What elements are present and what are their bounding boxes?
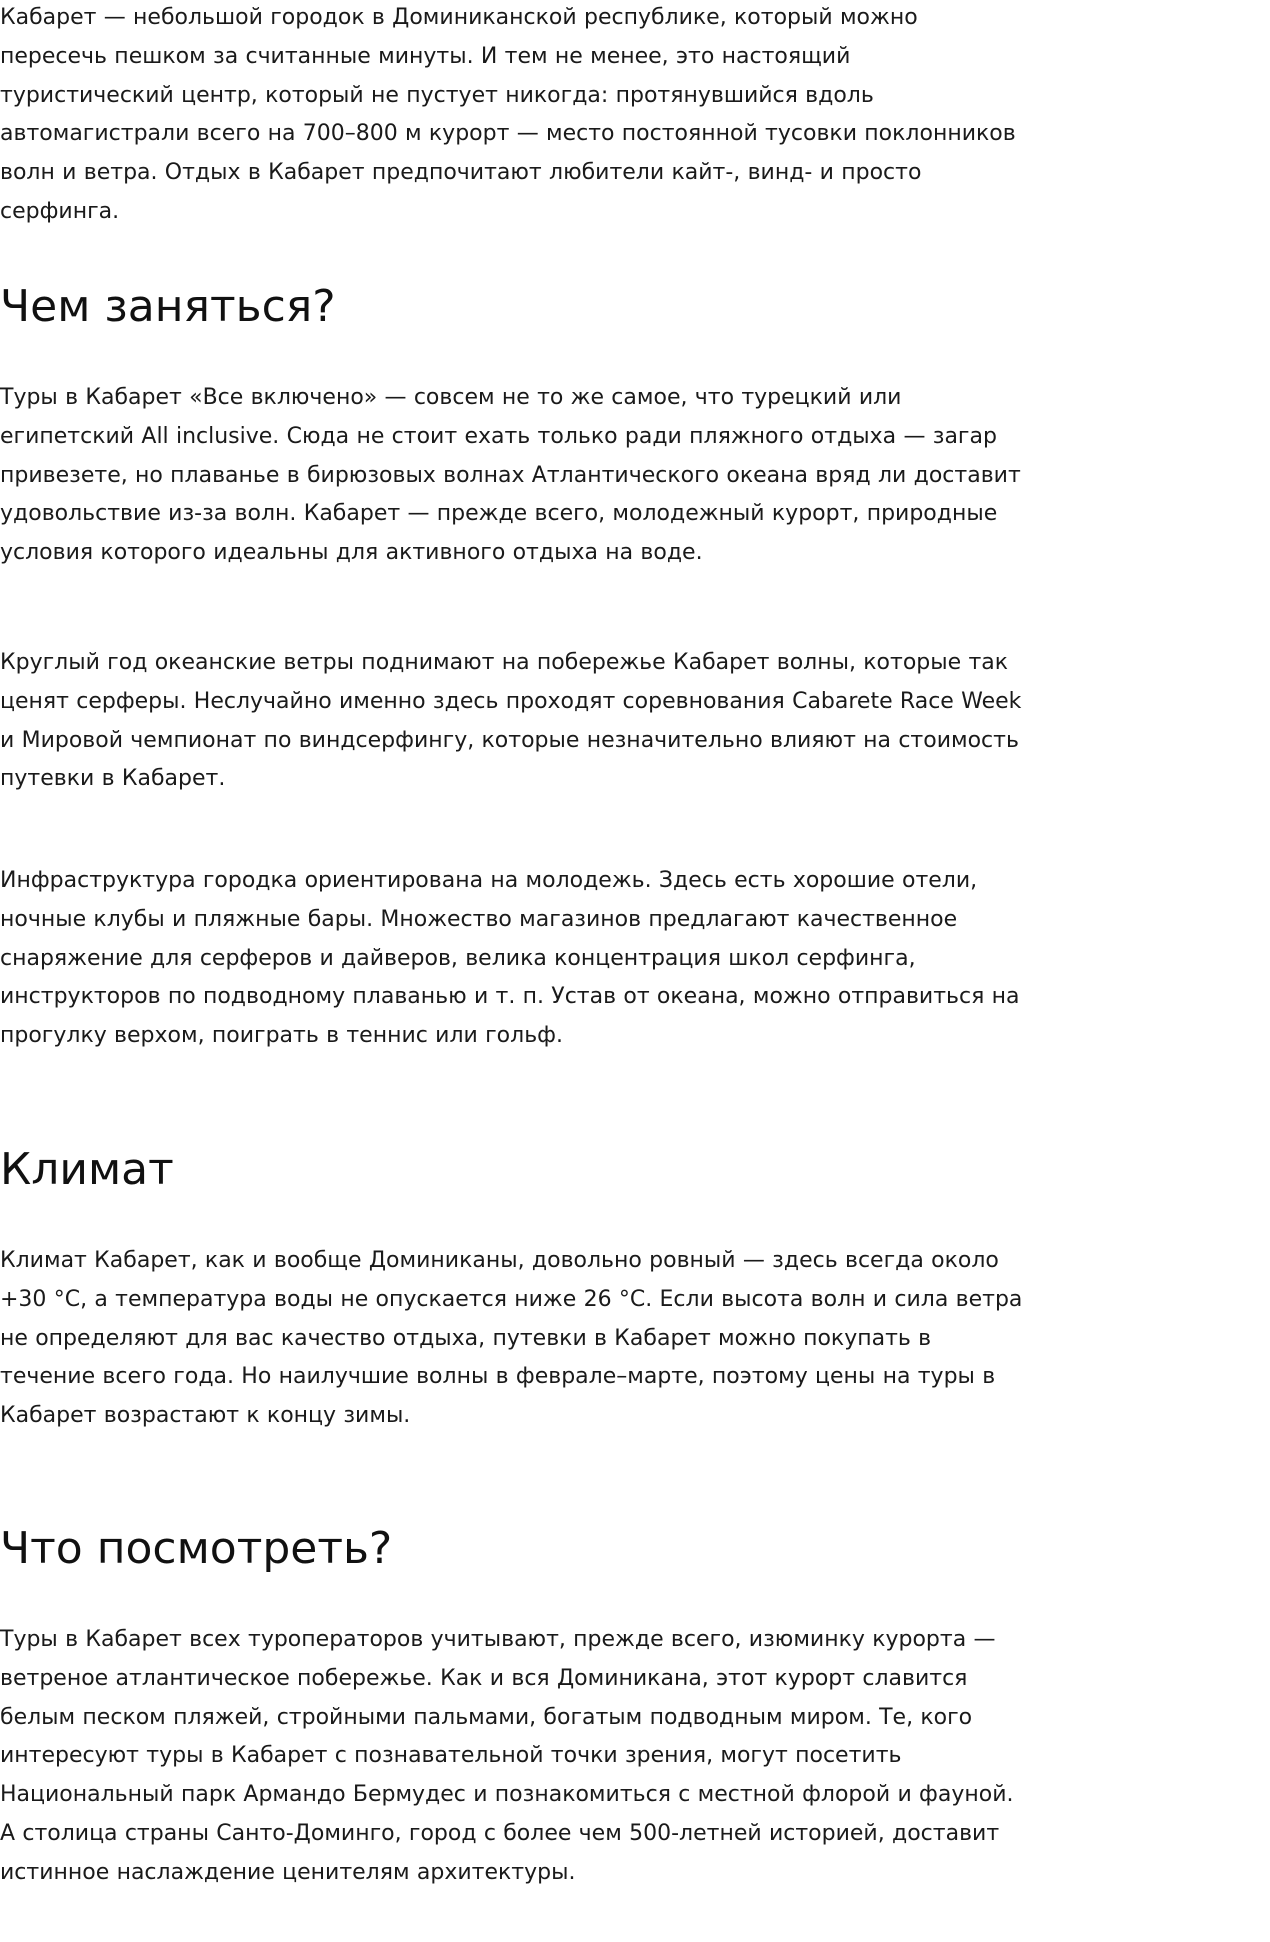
paragraph-climate: Климат Кабарет, как и вообще Доминиканы, довольно ровный — здесь всегда около +30 °C, а температура воды не опускается ниже 26 °C. Если высота волн и сила ветра не определяют для вас качество отдыха, путевки в Кабарет можно покупать в течение всего года. Но наилучшие волны в феврале–марте, поэтому цены на туры в Кабарет возрастают к концу зимы. (0, 1248, 1023, 1429)
section-heading-climate: Климат (0, 1144, 174, 1195)
section-heading-what-to-do: Чем заняться? (0, 281, 336, 332)
paragraph-all-inclusive: Туры в Кабарет «Все включено» — совсем не то же самое, что турецкий или египетский All inclusive. Сюда не стоит ехать только ради пляжного отдыха — загар привезете, но плаванье в бирюзовых волнах Атлантического океана вряд ли доставит удовольствие из-за волн. Кабарет — прежде всего, молодежный курорт, природные условия которого идеальны для активного отдыха на воде. (0, 385, 1021, 566)
paragraph-sights: Туры в Кабарет всех туроператоров учитывают, прежде всего, изюминку курорта — ветреное атлантическое побережье. Как и вся Доминикана, этот курорт славится белым песком пляжей, стройными пальмами, богатым подводным миром. Те, кого интересуют туры в Кабарет с познавательной точки зрения, могут посетить Национальный парк Армандо Бермудес и познакомиться с местной флорой и фауной. А столица страны Санто-Доминго, город с более чем 500-летней историей, доставит истинное наслаждение ценителям архитектуры. (0, 1627, 1014, 1885)
intro-paragraph: Кабарет — небольшой городок в Доминиканской республике, который можно пересечь пешком за считанные минуты. И тем не менее, это настоящий туристический центр, который не пустует никогда: протянувшийся вдоль автомагистрали всего на 700–800 м курорт — место постоянной тусовки поклонников волн и ветра. Отдых в Кабарет предпочитают любители кайт-, винд- и просто серфинга. (0, 5, 1016, 224)
section-heading-what-to-see: Что посмотреть? (0, 1523, 393, 1574)
paragraph-waves-competitions: Круглый год океанские ветры поднимают на побережье Кабарет волны, которые так ценят серферы. Неслучайно именно здесь проходят соревнования Cabarete Race Week и Мировой чемпионат по виндсерфингу, которые незначительно влияют на стоимость путевки в Кабарет. (0, 650, 1022, 792)
paragraph-infrastructure: Инфраструктура городка ориентирована на молодежь. Здесь есть хорошие отели, ночные клубы и пляжные бары. Множество магазинов предлагают качественное снаряжение для серферов и дайверов, велика концентрация школ серфинга, инструкторов по подводному плаванью и т. п. Устав от океана, можно отправиться на прогулку верхом, поиграть в теннис или гольф. (0, 868, 1020, 1049)
